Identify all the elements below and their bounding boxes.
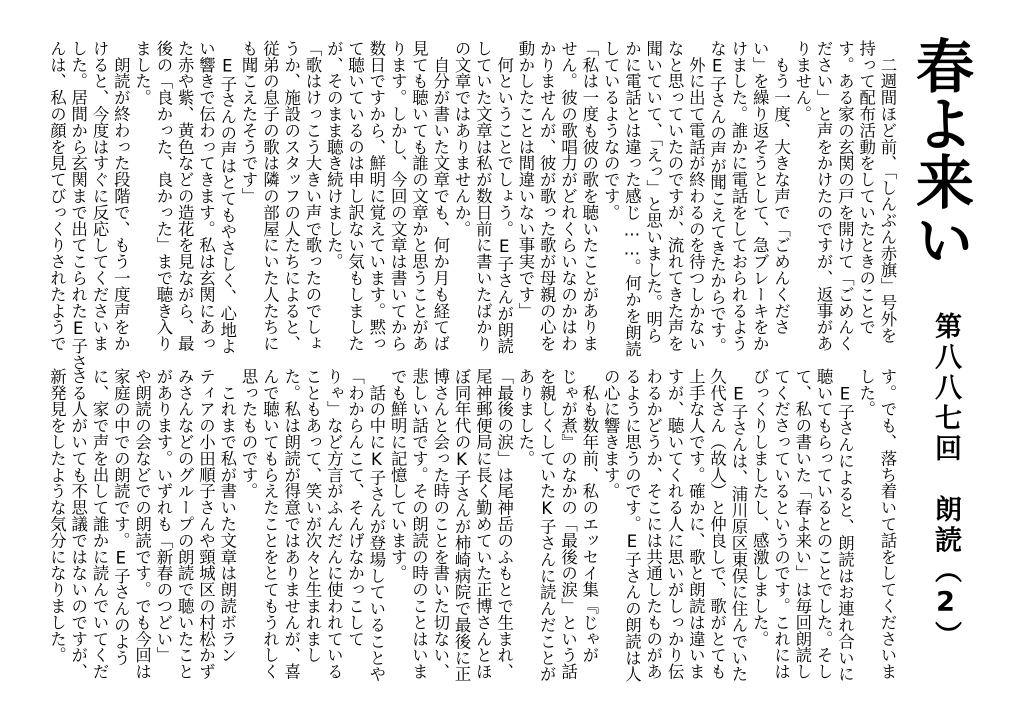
- upper-text-block: [46, 40, 898, 372]
- lower-text-line: ティアの小田順子さんや頸城区の村松かず: [196, 368, 216, 680]
- lower-text-line: た。私は朗読が得意ではありませんが、喜: [281, 368, 301, 680]
- lower-text-line: びっくりしましたし、感激しました。: [750, 368, 770, 647]
- lower-text-line: を親しくしていたK子さんに読んだことが: [537, 368, 557, 683]
- lower-text-line: す。でも、落ち着いて話をしてくださいま: [878, 368, 897, 680]
- lower-text-line: 悲しい話です。その朗読の時のことはいま: [409, 368, 429, 680]
- upper-text-line: けると、今度はすぐに反応してくださいま: [90, 40, 110, 352]
- upper-text-line: 外に出て電話が終わるのを待つしかない: [686, 40, 706, 352]
- lower-text-line: 上手な人です。確かに、歌と朗読は違いま: [686, 368, 706, 680]
- lower-text-line: 新発見をしたような気分になりました。: [47, 368, 67, 664]
- lower-text-line: 聴いてもらっているとのことでした。そし: [814, 368, 834, 680]
- upper-text-line: 朗読が終わった段階で、もう一度声をか: [111, 40, 131, 352]
- upper-text-line: 数日ですから、鮮明に覚えています。黙っ: [366, 40, 386, 352]
- upper-text-line: けました。誰かに電話をしておられるよう: [728, 40, 748, 352]
- upper-text-line: なと思っていたのですが、流れてきた声を: [665, 40, 685, 352]
- lower-text-line: ありました。: [515, 368, 535, 467]
- upper-text-line: りません。: [792, 40, 812, 122]
- upper-text-line: い」を繰り返そうとして、急ブレーキをか: [750, 40, 770, 352]
- lower-text-line: 久代さん（故人）と仲良しで、歌がとても: [707, 368, 727, 680]
- upper-text-line: もう一度、大きな声で「ごめんくださ: [771, 40, 791, 336]
- upper-text-line: 従弟の息子の歌は隣の部屋にいた人たちに: [260, 40, 280, 352]
- lower-text-line: ぼ同年代のK子さんが柿崎病院で最後に正: [452, 368, 472, 683]
- upper-text-line: ださい」と声をかけたのですが、返事があ: [814, 40, 834, 352]
- upper-text-line: も聞こえたそうです」: [239, 40, 259, 204]
- upper-text-line: した。居間から玄関まで出てこられたE子さ: [68, 40, 88, 371]
- upper-text-line: 「私は一度も彼の歌を聴いたことがありま: [579, 40, 599, 352]
- lower-text-line: の心に響きます。: [601, 368, 621, 500]
- upper-text-line: て聴いているのは申し訳ない気もしました: [345, 40, 365, 352]
- lower-text-line: んで聴いてもらえたことをとてもうれしく: [260, 368, 280, 680]
- lower-text-line: 思ったものです。: [239, 368, 259, 500]
- lower-text-line: るように思うのです。E子さんの朗読は人: [622, 368, 642, 683]
- lower-text-line: や朗読の会などでの朗読です。でも今回は: [132, 368, 152, 680]
- upper-text-line: 二週間ほど前、「しんぶん赤旗」号外を: [878, 40, 897, 344]
- lower-text-line: 話の中にK子さんが登場していることや: [366, 368, 386, 683]
- upper-text-line: 何ということでしょう。E子さんが朗読: [494, 40, 514, 355]
- page-title: 春よ来い: [906, 36, 974, 268]
- upper-text-line: しているようなのです。: [601, 40, 621, 221]
- lower-text-line: みさんなどのグループの朗読で聴いたこと: [175, 368, 195, 680]
- upper-text-line: かに電話とは違った感じ……。何かを朗読: [622, 40, 642, 357]
- upper-text-line: 「歌はけっこう大きい声で歌ったのでしょ: [302, 40, 322, 352]
- lower-text-line: でも鮮明に記憶しています。: [388, 368, 408, 582]
- lower-text-line: E子さんによると、朗読はお連れ合いに: [835, 368, 855, 683]
- lower-text-line: した。: [856, 368, 876, 418]
- lower-text-line: てくださっているというのです。これには: [771, 368, 791, 680]
- lower-text-line: これまで私が書いた文章は朗読ボラン: [217, 368, 237, 664]
- lower-text-block: [46, 368, 898, 700]
- upper-text-line: していた文章は私が数日前に書いたばかり: [473, 40, 493, 352]
- upper-text-line: んは、私の顔を見てびっくりされたようで: [47, 40, 67, 352]
- upper-text-line: 持って配布活動をしていたときのことで: [856, 40, 876, 336]
- upper-text-line: うか、施設のスタッフの人たちによると、: [281, 40, 301, 352]
- episode-subtitle: 第八八七回 朗読（2）: [930, 312, 961, 652]
- lower-text-line: 「最後の涙」は尾神岳のふもとで生まれ、: [494, 368, 514, 680]
- upper-text-line: ります。しかし、今回の文章は書いてから: [388, 40, 408, 352]
- lower-text-line: 尾神郵便局に長く勤めていた正博さんとほ: [473, 368, 493, 680]
- lower-text-line: 博さんと会った時のことを書いた切ない、: [430, 368, 450, 680]
- upper-text-line: が、そのまま聴き続けました。: [324, 40, 344, 270]
- lower-text-line: 私も数年前、私のエッセイ集『じゃが: [579, 368, 599, 664]
- lower-text-line: があります。いずれも「新春のつどい」: [153, 368, 173, 664]
- lower-text-line: すが、聴いてくれる人に思いがしっかり伝: [665, 368, 685, 680]
- lower-text-line: さる人がいても不思議ではないのですが、: [68, 368, 88, 680]
- upper-text-line: せん。彼の歌唱力がどれくらいなのかはわ: [558, 40, 578, 352]
- upper-text-line: かりませんが、彼が歌った歌が母親の心を: [537, 40, 557, 352]
- lower-text-line: 家庭の中での朗読です。E子さんのよう: [111, 368, 131, 666]
- upper-text-line: 見ても聴いても誰の文章かと思うことがあ: [409, 40, 429, 352]
- upper-text-line: い響きで伝わってきます。私は玄関にあっ: [196, 40, 216, 352]
- lower-text-line: に、家で声を出して誰かに読んでいてくだ: [90, 368, 110, 680]
- upper-text-line: す。ある家の玄関の戸を開けて「ごめんく: [835, 40, 855, 352]
- upper-text-line: た赤や紫、黄色などの造花を見ながら、最: [175, 40, 195, 352]
- lower-text-line: て、私の書いた「春よ来い」は毎回朗読し: [792, 368, 812, 680]
- upper-text-line: 後の「良かった、良かった」まで聴き入り: [153, 40, 173, 352]
- lower-text-line: りゃ」など方言がふんだんに使われている: [324, 368, 344, 680]
- upper-text-line: E子さんの声はとてもやさしく、心地よ: [217, 40, 237, 355]
- upper-text-line: なE子さんの声が聞こえてきたからです。: [707, 40, 727, 355]
- lower-text-line: 「わからんこて、そんげなかっこして: [345, 368, 365, 647]
- upper-text-line: 自分が書いた文章でも、何か月も経てば: [430, 40, 450, 352]
- upper-text-line: 動かしたことは間違いない事実です」: [515, 40, 535, 319]
- upper-text-line: ました。: [132, 40, 152, 106]
- upper-text-line: の文章ではありませんか。: [452, 40, 472, 237]
- upper-text-line: 聞いていて、「えっ」と思いました。明ら: [643, 40, 663, 344]
- lower-text-line: じゃが煮』のなかの「最後の涙」という話: [558, 368, 578, 680]
- lower-text-line: こともあって、笑いが次々と生まれまし: [302, 368, 322, 664]
- lower-text-line: E子さんは、浦川原区東俣に住んでいた: [728, 368, 748, 683]
- lower-text-line: わるかどうか、そこには共通したものがあ: [643, 368, 663, 680]
